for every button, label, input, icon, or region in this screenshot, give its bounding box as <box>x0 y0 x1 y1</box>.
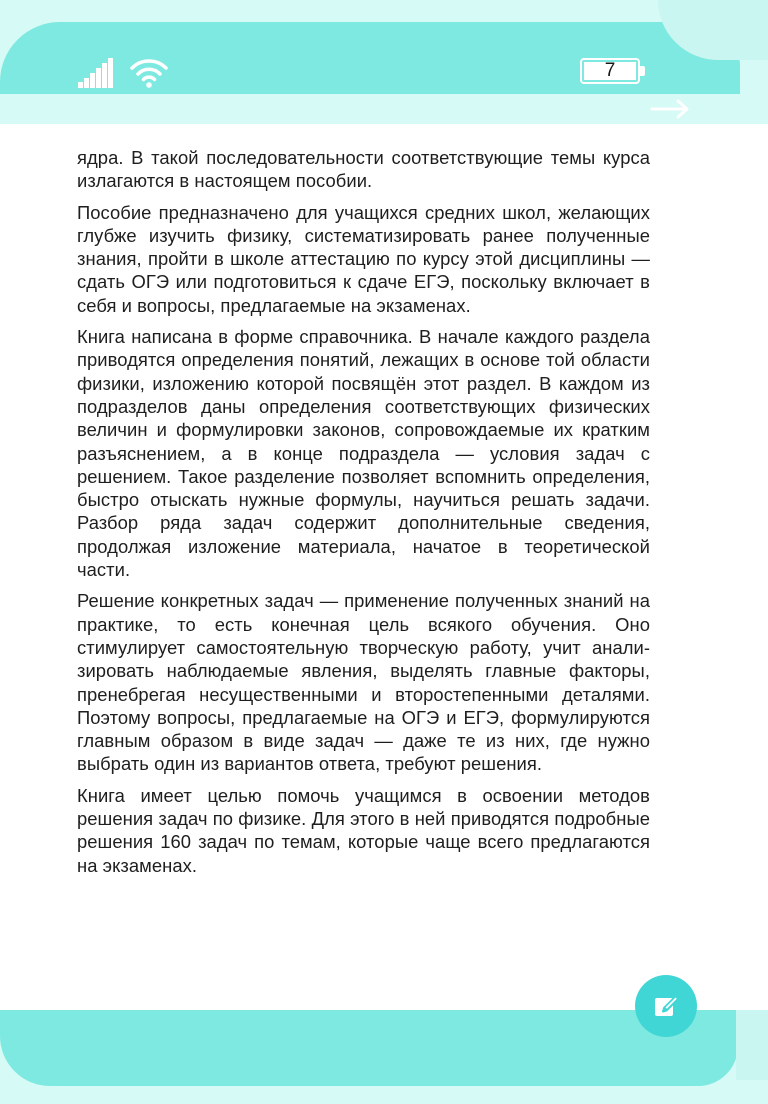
paragraph: Книга написана в форме справочника. В начале каждого раздела приводятся определения понятий, лежащих в основе той области физики, изложению которой посвящён этот раздел. В каждом из подразделов даны определения соответствующих физических величин и формулировки законов, сопровождаемые их кратким разъяснением, а в конце подраздела — условия задач с решением. Такое разделение позволяет вспомнить определения, быстро отыскать нужные формулы, научиться решать задачи. Разбор ряда задач содержит дополнительные сведения, продолжая изложение материала, начатое в теоретической части. <box>77 326 650 581</box>
battery-icon <box>580 58 642 86</box>
wifi-icon <box>129 56 169 88</box>
paragraph: Решение конкретных задач — применение полученных знаний на практике, то есть конечная цель всякого обучения. Оно стимулирует самостоятельную творческую работу, учит анализировать наблюдаемые явления, выделять главные факторы, пренебрегая несущественными и второстепенными деталями. Поэтому вопросы, предлагаемые на ОГЭ и ЕГЭ, формулируются главным образом в виде задач — даже те из них, где нужно выбрать один из вариантов ответа, требуют решения. <box>77 590 650 775</box>
edit-note-button[interactable] <box>635 975 697 1037</box>
bottom-bar-corner <box>736 1010 768 1080</box>
paragraph: Пособие предназначено для учащихся средних школ, желающих глубже изучить физику, систематизировать ранее полученные знания, пройти в школе аттестацию по курсу этой дисциплины — сдать ОГЭ или подготовиться к сдаче ЕГЭ, поскольку включает в себя и вопросы, предлагаемые на экзаменах. <box>77 201 650 316</box>
paragraph: ядра. В такой последовательности соответствующие темы курса излагаются в настоящем пособии. <box>77 147 650 192</box>
signal-strength-icon <box>78 58 114 88</box>
paragraph: Книга имеет целью помочь учащимся в освоении методов решения задач по физике. Для этого в ней приводятся подробные решения 160 задач по темам, которые чаще всего предлагаются на экзаменах. <box>77 784 650 876</box>
bottom-bar-band <box>0 1010 738 1086</box>
page-number: 7 <box>604 60 616 81</box>
battery-tip <box>640 66 645 76</box>
page-text <box>77 146 650 885</box>
arrow-right-icon[interactable] <box>650 98 692 120</box>
edit-note-icon <box>652 992 680 1020</box>
